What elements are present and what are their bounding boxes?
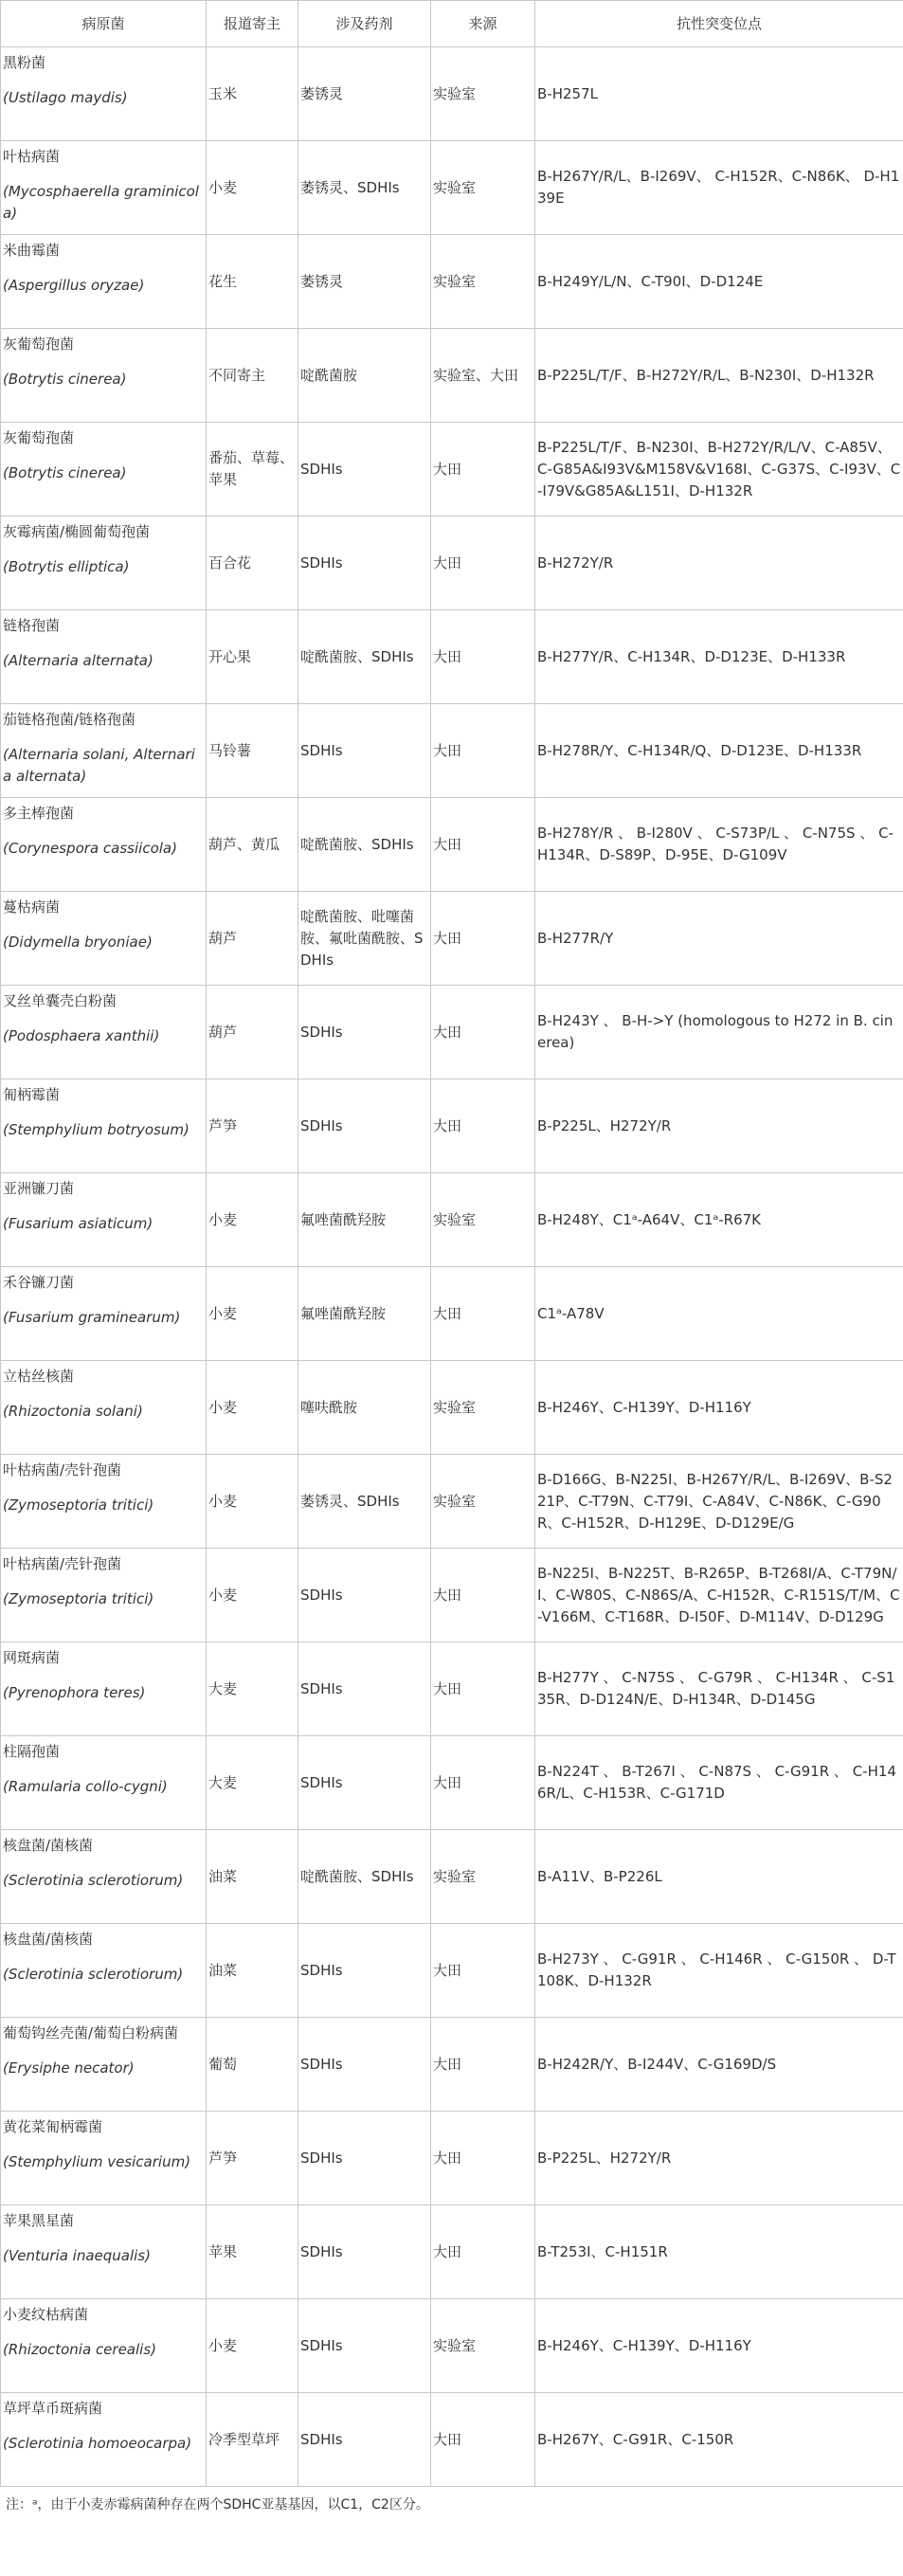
pathogen-cell bbox=[1, 1924, 207, 2018]
table-row bbox=[1, 1736, 903, 1830]
pathogen-latin-name: (Erysiphe necator) bbox=[3, 2059, 135, 2077]
pathogen-latin-name: (Fusarium asiaticum) bbox=[3, 1215, 154, 1232]
mutation-sites-cell: B-H246Y、C-H139Y、D-H116Y bbox=[535, 2299, 903, 2393]
source-cell: 大田 bbox=[431, 1079, 535, 1173]
agent-cell: 萎锈灵 bbox=[298, 47, 431, 141]
agent-cell: 噻呋酰胺 bbox=[298, 1361, 431, 1455]
pathogen-latin-name: (Botrytis cinerea) bbox=[3, 371, 127, 388]
pathogen-latin-name: (Ramularia collo-cygni) bbox=[3, 1778, 168, 1795]
host-cell: 油菜 bbox=[207, 1924, 298, 2018]
pathogen-chinese-name: 叉丝单囊壳白粉菌 bbox=[3, 992, 117, 1009]
mutation-sites-cell: B-P225L/T/F、B-N230I、B-H272Y/R/L/V、C-A85V、C-G85A&I93V&M158V&V168I、C-G37S、C-I93V、C-I79V&G85A&L151I、D-H132R bbox=[535, 423, 903, 517]
mutation-sites-cell: B-H277Y 、 C-N75S 、 C-G79R 、 C-H134R 、 C-S135R、D-D124N/E、D-H134R、D-D145G bbox=[535, 1642, 903, 1736]
source-cell: 实验室 bbox=[431, 235, 535, 329]
table-row bbox=[1, 141, 903, 235]
table-row bbox=[1, 1830, 903, 1924]
table-row bbox=[1, 2205, 903, 2299]
agent-cell: 氟唑菌酰羟胺 bbox=[298, 1267, 431, 1361]
agent-cell: 啶酰菌胺、SDHIs bbox=[298, 1830, 431, 1924]
host-cell: 小麦 bbox=[207, 1267, 298, 1361]
mutation-sites-cell: B-H278R/Y、C-H134R/Q、D-D123E、D-H133R bbox=[535, 704, 903, 798]
pathogen-latin-name: (Fusarium graminearum) bbox=[3, 1309, 181, 1326]
agent-cell: SDHIs bbox=[298, 1079, 431, 1173]
agent-cell: SDHIs bbox=[298, 2112, 431, 2205]
table-row bbox=[1, 798, 903, 892]
pathogen-chinese-name: 叶枯病菌/壳针孢菌 bbox=[3, 1461, 122, 1478]
pathogen-latin-name: (Aspergillus oryzae) bbox=[3, 277, 145, 294]
pathogen-chinese-name: 核盘菌/菌核菌 bbox=[3, 1931, 94, 1948]
mutation-sites-cell: B-P225L、H272Y/R bbox=[535, 2112, 903, 2205]
source-cell: 大田 bbox=[431, 1549, 535, 1642]
table-row bbox=[1, 1361, 903, 1455]
host-cell: 葫芦 bbox=[207, 986, 298, 1079]
host-cell: 冷季型草坪 bbox=[207, 2393, 298, 2487]
mutation-sites-cell: B-N225I、B-N225T、B-R265P、B-T268I/A、C-T79N/I、C-W80S、C-N86S/A、C-H152R、C-R151S/T/M、C-V166M、C-T168R、D-I50F、D-M114V、D-D129G bbox=[535, 1549, 903, 1642]
host-cell: 葫芦、黄瓜 bbox=[207, 798, 298, 892]
pathogen-cell bbox=[1, 1079, 207, 1173]
table-row bbox=[1, 986, 903, 1079]
pathogen-chinese-name: 黄花菜匍柄霉菌 bbox=[3, 2118, 103, 2135]
host-cell: 小麦 bbox=[207, 1549, 298, 1642]
pathogen-chinese-name: 禾谷镰刀菌 bbox=[3, 1274, 75, 1291]
mutation-sites-cell: B-H278Y/R 、 B-I280V 、 C-S73P/L 、 C-N75S 、 C-H134R、D-S89P、D-95E、D-G109V bbox=[535, 798, 903, 892]
mutation-sites-cell: B-D166G、B-N225I、B-H267Y/R/L、B-I269V、B-S221P、C-T79N、C-T79I、C-A84V、C-N86K、C-G90R、C-H152R、D-H129E、D-D129E/G bbox=[535, 1455, 903, 1549]
agent-cell: 氟唑菌酰羟胺 bbox=[298, 1173, 431, 1267]
pathogen-cell bbox=[1, 798, 207, 892]
pathogen-chinese-name: 茄链格孢菌/链格孢菌 bbox=[3, 711, 136, 728]
source-cell: 大田 bbox=[431, 1642, 535, 1736]
table-row bbox=[1, 47, 903, 141]
pathogen-latin-name: (Venturia inaequalis) bbox=[3, 2247, 151, 2264]
agent-cell: SDHIs bbox=[298, 517, 431, 610]
agent-cell: SDHIs bbox=[298, 2018, 431, 2112]
agent-cell: SDHIs bbox=[298, 2205, 431, 2299]
host-cell: 芦笋 bbox=[207, 1079, 298, 1173]
pathogen-chinese-name: 匍柄霉菌 bbox=[3, 1086, 61, 1103]
agent-cell: 啶酰菌胺、SDHIs bbox=[298, 798, 431, 892]
table-row bbox=[1, 1267, 903, 1361]
pathogen-chinese-name: 灰霉病菌/椭圆葡萄孢菌 bbox=[3, 523, 151, 540]
source-cell: 实验室 bbox=[431, 2299, 535, 2393]
host-cell: 葡萄 bbox=[207, 2018, 298, 2112]
table-row bbox=[1, 1924, 903, 2018]
host-cell: 油菜 bbox=[207, 1830, 298, 1924]
agent-cell: 啶酰菌胺 bbox=[298, 329, 431, 423]
agent-cell: SDHIs bbox=[298, 2393, 431, 2487]
pathogen-cell bbox=[1, 2299, 207, 2393]
pathogen-chinese-name: 多主棒孢菌 bbox=[3, 805, 75, 822]
pathogen-cell bbox=[1, 1361, 207, 1455]
pathogen-cell bbox=[1, 141, 207, 235]
header-agent: 涉及药剂 bbox=[298, 1, 431, 47]
pathogen-chinese-name: 柱隔孢菌 bbox=[3, 1743, 61, 1760]
table-row bbox=[1, 517, 903, 610]
pathogen-latin-name: (Sclerotinia homoeocarpa) bbox=[3, 2435, 192, 2452]
agent-cell: SDHIs bbox=[298, 1642, 431, 1736]
source-cell: 大田 bbox=[431, 986, 535, 1079]
mutation-sites-cell: B-H243Y 、 B-H->Y (homologous to H272 in B. cinerea) bbox=[535, 986, 903, 1079]
host-cell: 番茄、草莓、苹果 bbox=[207, 423, 298, 517]
mutation-sites-cell: B-H246Y、C-H139Y、D-H116Y bbox=[535, 1361, 903, 1455]
pathogen-chinese-name: 灰葡萄孢菌 bbox=[3, 429, 75, 446]
source-cell: 实验室、大田 bbox=[431, 329, 535, 423]
pathogen-chinese-name: 链格孢菌 bbox=[3, 617, 61, 634]
table-row bbox=[1, 1455, 903, 1549]
pathogen-latin-name: (Stemphylium vesicarium) bbox=[3, 2153, 191, 2170]
agent-cell: SDHIs bbox=[298, 423, 431, 517]
header-host: 报道寄主 bbox=[207, 1, 298, 47]
pathogen-latin-name: (Sclerotinia sclerotiorum) bbox=[3, 1872, 184, 1889]
agent-cell: 啶酰菌胺、吡噻菌胺、氟吡菌酰胺、SDHIs bbox=[298, 892, 431, 986]
mutation-sites-cell: C1ᵃ-A78V bbox=[535, 1267, 903, 1361]
pathogen-latin-name: (Zymoseptoria tritici) bbox=[3, 1497, 154, 1514]
mutation-sites-cell: B-H248Y、C1ᵃ-A64V、C1ᵃ-R67K bbox=[535, 1173, 903, 1267]
source-cell: 大田 bbox=[431, 610, 535, 704]
mutation-sites-cell: B-H249Y/L/N、C-T90I、D-D124E bbox=[535, 235, 903, 329]
table-row bbox=[1, 892, 903, 986]
pathogen-cell bbox=[1, 2205, 207, 2299]
mutation-sites-cell: B-H272Y/R bbox=[535, 517, 903, 610]
mutation-sites-cell: B-H273Y 、 C-G91R 、 C-H146R 、 C-G150R 、 D-T108K、D-H132R bbox=[535, 1924, 903, 2018]
pathogen-latin-name: (Zymoseptoria tritici) bbox=[3, 1590, 154, 1607]
host-cell: 芦笋 bbox=[207, 2112, 298, 2205]
host-cell: 不同寄主 bbox=[207, 329, 298, 423]
pathogen-latin-name: (Podosphaera xanthii) bbox=[3, 1027, 160, 1044]
pathogen-cell bbox=[1, 47, 207, 141]
pathogen-chinese-name: 小麦纹枯病菌 bbox=[3, 2306, 89, 2323]
pathogen-latin-name: (Rhizoctonia cerealis) bbox=[3, 2341, 157, 2358]
source-cell: 实验室 bbox=[431, 1361, 535, 1455]
mutation-sites-cell: B-H277R/Y bbox=[535, 892, 903, 986]
pathogen-chinese-name: 网斑病菌 bbox=[3, 1649, 61, 1666]
table-row bbox=[1, 2018, 903, 2112]
pathogen-chinese-name: 亚洲镰刀菌 bbox=[3, 1180, 75, 1197]
pathogen-latin-name: (Alternaria alternata) bbox=[3, 652, 154, 669]
pathogen-cell bbox=[1, 1830, 207, 1924]
pathogen-cell bbox=[1, 1736, 207, 1830]
agent-cell: SDHIs bbox=[298, 986, 431, 1079]
mutation-sites-cell: B-P225L/T/F、B-H272Y/R/L、B-N230I、D-H132R bbox=[535, 329, 903, 423]
header-source: 来源 bbox=[431, 1, 535, 47]
pathogen-chinese-name: 叶枯病菌/壳针孢菌 bbox=[3, 1555, 122, 1572]
table-row bbox=[1, 329, 903, 423]
agent-cell: 萎锈灵、SDHIs bbox=[298, 141, 431, 235]
host-cell: 花生 bbox=[207, 235, 298, 329]
pathogen-latin-name: (Didymella bryoniae) bbox=[3, 934, 153, 951]
pathogen-cell bbox=[1, 1173, 207, 1267]
table-row bbox=[1, 1079, 903, 1173]
pathogen-cell bbox=[1, 423, 207, 517]
mutation-sites-cell: B-T253I、C-H151R bbox=[535, 2205, 903, 2299]
pathogen-cell bbox=[1, 610, 207, 704]
pathogen-chinese-name: 黑粉菌 bbox=[3, 54, 46, 71]
pathogen-latin-name: (Ustilago maydis) bbox=[3, 89, 128, 106]
pathogen-latin-name: (Botrytis elliptica) bbox=[3, 558, 130, 575]
pathogen-cell bbox=[1, 1267, 207, 1361]
pathogen-chinese-name: 叶枯病菌 bbox=[3, 148, 61, 165]
pathogen-cell bbox=[1, 2112, 207, 2205]
source-cell: 实验室 bbox=[431, 47, 535, 141]
header-pathogen: 病原菌 bbox=[1, 1, 207, 47]
mutation-sites-cell: B-H267Y、C-G91R、C-150R bbox=[535, 2393, 903, 2487]
pathogen-latin-name: (Sclerotinia sclerotiorum) bbox=[3, 1966, 184, 1983]
host-cell: 百合花 bbox=[207, 517, 298, 610]
pathogen-chinese-name: 蔓枯病菌 bbox=[3, 898, 61, 916]
footnote: 注：ᵃ，由于小麦赤霉病菌种存在两个SDHC亚基基因，以C1，C2区分。 bbox=[6, 2497, 429, 2513]
pathogen-chinese-name: 立枯丝核菌 bbox=[3, 1368, 75, 1385]
source-cell: 大田 bbox=[431, 1924, 535, 2018]
table-row bbox=[1, 423, 903, 517]
agent-cell: SDHIs bbox=[298, 2299, 431, 2393]
source-cell: 大田 bbox=[431, 2205, 535, 2299]
pathogen-chinese-name: 米曲霉菌 bbox=[3, 242, 61, 259]
pathogen-chinese-name: 葡萄钩丝壳菌/葡萄白粉病菌 bbox=[3, 2024, 179, 2041]
pathogen-chinese-name: 核盘菌/菌核菌 bbox=[3, 1837, 94, 1854]
host-cell: 小麦 bbox=[207, 1455, 298, 1549]
pathogen-cell bbox=[1, 2393, 207, 2487]
source-cell: 大田 bbox=[431, 892, 535, 986]
mutation-sites-cell: B-P225L、H272Y/R bbox=[535, 1079, 903, 1173]
source-cell: 大田 bbox=[431, 1267, 535, 1361]
pathogen-cell bbox=[1, 1549, 207, 1642]
pathogen-cell bbox=[1, 2018, 207, 2112]
pathogen-cell bbox=[1, 1455, 207, 1549]
host-cell: 苹果 bbox=[207, 2205, 298, 2299]
table-row bbox=[1, 2112, 903, 2205]
pathogen-latin-name: (Alternaria solani, Alternaria alternata) bbox=[3, 746, 195, 785]
host-cell: 大麦 bbox=[207, 1642, 298, 1736]
pathogen-latin-name: (Mycosphaerella graminicola) bbox=[3, 183, 199, 222]
table-row bbox=[1, 1642, 903, 1736]
pathogen-chinese-name: 灰葡萄孢菌 bbox=[3, 336, 75, 353]
pathogen-cell bbox=[1, 704, 207, 798]
mutation-sites-cell: B-H267Y/R/L、B-I269V、 C-H152R、C-N86K、 D-H139E bbox=[535, 141, 903, 235]
pathogen-cell bbox=[1, 892, 207, 986]
agent-cell: SDHIs bbox=[298, 704, 431, 798]
table-row bbox=[1, 2393, 903, 2487]
mutation-sites-cell: B-H277Y/R、C-H134R、D-D123E、D-H133R bbox=[535, 610, 903, 704]
table-row bbox=[1, 610, 903, 704]
host-cell: 玉米 bbox=[207, 47, 298, 141]
pathogen-latin-name: (Pyrenophora teres) bbox=[3, 1684, 146, 1701]
agent-cell: 啶酰菌胺、SDHIs bbox=[298, 610, 431, 704]
pathogen-chinese-name: 草坪草币斑病菌 bbox=[3, 2400, 103, 2417]
source-cell: 大田 bbox=[431, 517, 535, 610]
host-cell: 小麦 bbox=[207, 1173, 298, 1267]
host-cell: 小麦 bbox=[207, 1361, 298, 1455]
table-row bbox=[1, 1173, 903, 1267]
mutation-sites-cell: B-H257L bbox=[535, 47, 903, 141]
source-cell: 实验室 bbox=[431, 1173, 535, 1267]
table-row bbox=[1, 704, 903, 798]
source-cell: 大田 bbox=[431, 423, 535, 517]
host-cell: 葫芦 bbox=[207, 892, 298, 986]
pathogen-latin-name: (Stemphylium botryosum) bbox=[3, 1121, 190, 1138]
header-mutation-sites: 抗性突变位点 bbox=[535, 1, 903, 47]
source-cell: 大田 bbox=[431, 1736, 535, 1830]
host-cell: 马铃薯 bbox=[207, 704, 298, 798]
pathogen-cell bbox=[1, 235, 207, 329]
source-cell: 大田 bbox=[431, 2393, 535, 2487]
host-cell: 开心果 bbox=[207, 610, 298, 704]
pathogen-cell bbox=[1, 1642, 207, 1736]
source-cell: 大田 bbox=[431, 798, 535, 892]
table-row bbox=[1, 235, 903, 329]
pathogen-cell bbox=[1, 517, 207, 610]
pathogen-cell bbox=[1, 986, 207, 1079]
table-row bbox=[1, 2299, 903, 2393]
source-cell: 实验室 bbox=[431, 1455, 535, 1549]
source-cell: 实验室 bbox=[431, 141, 535, 235]
agent-cell: SDHIs bbox=[298, 1549, 431, 1642]
table-row bbox=[1, 1549, 903, 1642]
source-cell: 大田 bbox=[431, 704, 535, 798]
pathogen-latin-name: (Corynespora cassiicola) bbox=[3, 840, 177, 857]
agent-cell: SDHIs bbox=[298, 1924, 431, 2018]
pathogen-cell bbox=[1, 329, 207, 423]
host-cell: 大麦 bbox=[207, 1736, 298, 1830]
pathogen-chinese-name: 苹果黑星菌 bbox=[3, 2212, 75, 2229]
host-cell: 小麦 bbox=[207, 2299, 298, 2393]
table-body bbox=[1, 47, 903, 2487]
pathogen-latin-name: (Rhizoctonia solani) bbox=[3, 1403, 143, 1420]
table-header-row bbox=[1, 1, 903, 47]
source-cell: 大田 bbox=[431, 2018, 535, 2112]
mutation-sites-cell: B-H242R/Y、B-I244V、C-G169D/S bbox=[535, 2018, 903, 2112]
host-cell: 小麦 bbox=[207, 141, 298, 235]
source-cell: 大田 bbox=[431, 2112, 535, 2205]
agent-cell: 萎锈灵 bbox=[298, 235, 431, 329]
agent-cell: 萎锈灵、SDHIs bbox=[298, 1455, 431, 1549]
source-cell: 实验室 bbox=[431, 1830, 535, 1924]
pathogen-latin-name: (Botrytis cinerea) bbox=[3, 464, 127, 481]
mutation-sites-cell: B-N224T 、 B-T267I 、 C-N87S 、 C-G91R 、 C-H146R/L、C-H153R、C-G171D bbox=[535, 1736, 903, 1830]
agent-cell: SDHIs bbox=[298, 1736, 431, 1830]
mutation-sites-cell: B-A11V、B-P226L bbox=[535, 1830, 903, 1924]
